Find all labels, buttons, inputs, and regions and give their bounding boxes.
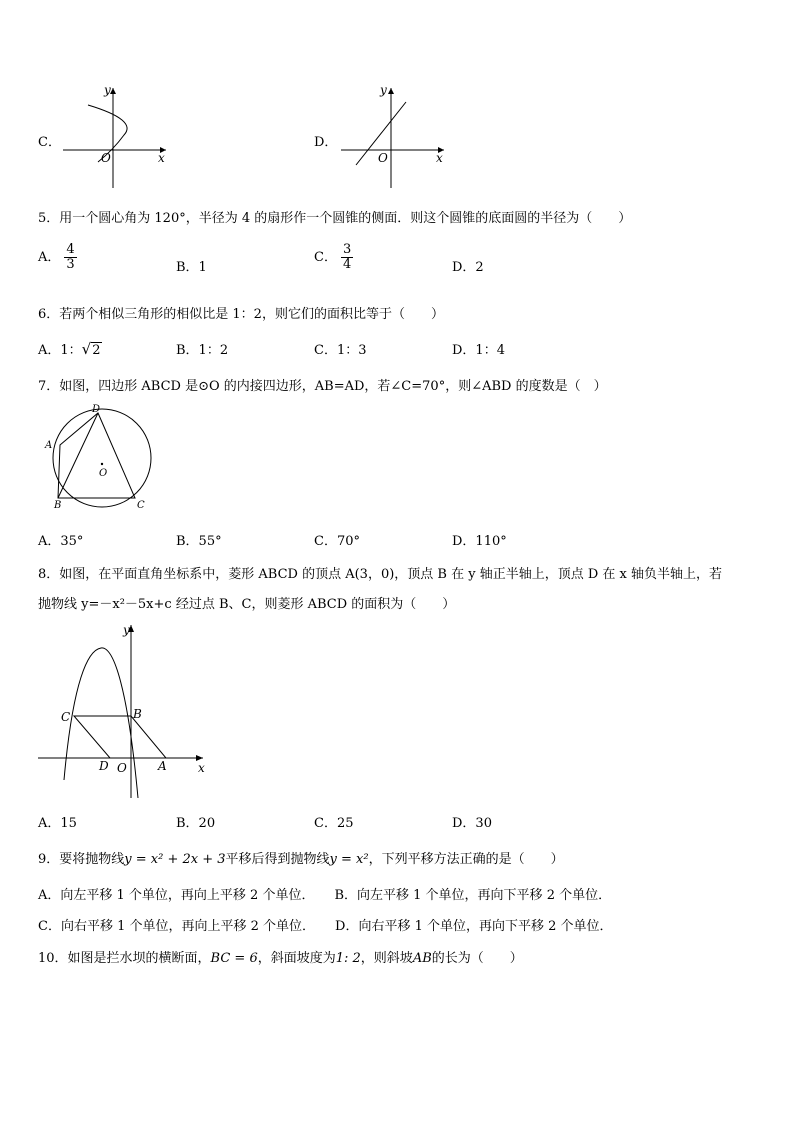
q7-option-b: B．55°: [176, 534, 222, 549]
q4-option-d-label: D．: [314, 135, 338, 150]
q7-option-a: A．35°: [38, 534, 84, 549]
q7-option-c: C．70°: [314, 534, 360, 549]
q8-label-o: O: [117, 761, 127, 775]
q7-circle-figure: [38, 398, 158, 516]
q8-label-c: C: [61, 710, 71, 724]
q4c-origin: O: [101, 151, 111, 165]
q9-stem: 9．要将抛物线y = x² + 2x + 3平移后得到抛物线y = x²，下列平移方法正确的是（ ）: [38, 852, 564, 867]
q7-label-o: O: [99, 468, 108, 479]
q6-stem: 6．若两个相似三角形的相似比是 1：2，则它们的面积比等于（ ）: [38, 307, 444, 322]
q8-option-b: B．20: [176, 816, 216, 831]
q9-options-row1: [38, 884, 611, 903]
q8-stem-line2: 抛物线 y=－x²－5x+c 经过点 B、C，则菱形 ABCD 的面积为（ ）: [38, 597, 456, 612]
q4d-origin: O: [378, 151, 388, 165]
q6-option-a: A．1：√2: [38, 340, 101, 358]
q4d-axis-x: x: [436, 151, 443, 165]
q8-option-a: A．15: [38, 816, 77, 831]
q7-label-b: B: [54, 500, 62, 511]
q4c-axis-y: y: [104, 83, 111, 97]
q8-rhombus-parabola-figure: [38, 620, 213, 800]
q9-option-c: C．向右平移 1 个单位，再向上平移 2 个单位．: [38, 919, 316, 934]
q6-option-d: D．1：4: [452, 343, 505, 358]
q7-stem: 7．如图，四边形 ABCD 是⊙O 的内接四边形，AB=AD，若∠C=70°，则∠ABD 的度数是（ ）: [38, 379, 607, 394]
q9-options-row2: [38, 915, 613, 934]
q7-label-a: A: [45, 440, 53, 451]
q8-label-b: B: [133, 707, 142, 721]
q8-label-a: A: [158, 759, 167, 773]
q4-graph-c: [58, 80, 170, 190]
q5-stem: 5．用一个圆心角为 120°，半径为 4 的扇形作一个圆锥的侧面．则这个圆锥的底面圆的半径为（ ）: [38, 211, 632, 226]
q4-option-c-label: C．: [38, 135, 61, 150]
q5-option-b: B．1: [176, 260, 207, 275]
q8-axis-y: y: [123, 623, 130, 637]
q5-option-d: D．2: [452, 260, 484, 275]
q5-option-c: C． $\frac{3}{4}$: [314, 242, 352, 272]
q9-option-b: B．向左平移 1 个单位，再向下平移 2 个单位．: [334, 888, 612, 903]
q4d-axis-y: y: [380, 83, 387, 97]
q9-option-d: D．向右平移 1 个单位，再向下平移 2 个单位．: [335, 919, 613, 934]
q10-stem: 10．如图是拦水坝的横断面，BC = 6，斜面坡度为1: 2，则斜坡AB的长为（ ）: [38, 951, 523, 966]
q7-label-c: C: [137, 500, 145, 511]
q4c-axis-x: x: [158, 151, 165, 165]
q8-axis-x: x: [198, 761, 205, 775]
q7-label-d: D: [92, 404, 101, 415]
q4-graph-d: [336, 80, 448, 190]
q8-option-d: D．30: [452, 816, 492, 831]
q6-option-c: C．1：3: [314, 343, 367, 358]
q6-option-b: B．1：2: [176, 343, 229, 358]
q8-label-d: D: [99, 759, 109, 773]
q8-stem-line1: 8．如图，在平面直角坐标系中，菱形 ABCD 的顶点 A(3，0)，顶点 B 在 y 轴正半轴上，顶点 D 在 x 轴负半轴上，若: [38, 567, 723, 582]
q8-option-c: C．25: [314, 816, 354, 831]
q9-option-a: A．向左平移 1 个单位，再向上平移 2 个单位．: [38, 888, 315, 903]
q7-option-d: D．110°: [452, 534, 507, 549]
q5-option-a: A． $\frac{4}{3}$: [38, 242, 75, 272]
